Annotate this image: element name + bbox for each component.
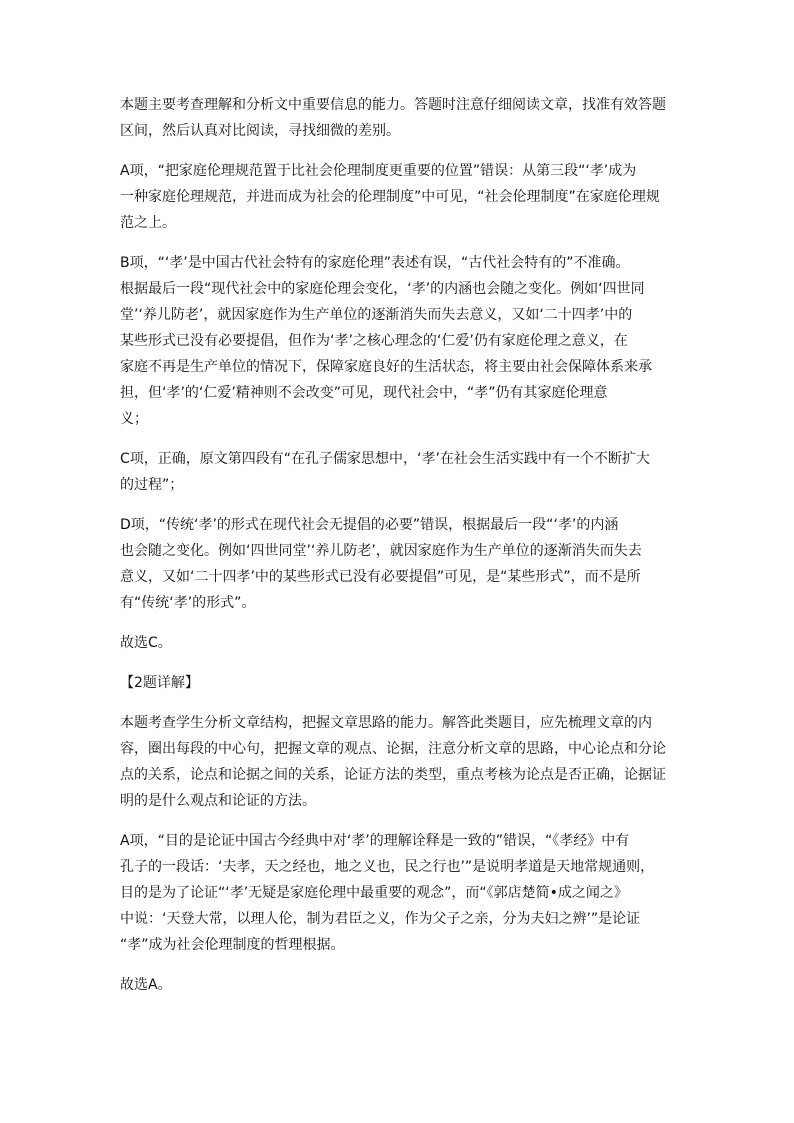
text-line: A项，“目的是论证中国古今经典中对‘孝’的理解诠释是一致的”错误，“《孝经》中有	[120, 833, 630, 849]
paragraph-option-b-1	[120, 250, 680, 432]
text-line: 有“传统‘孝’的形式”。	[120, 595, 256, 611]
paragraph-heading-2	[120, 670, 680, 696]
text-line: B项，“‘孝’是中国古代社会特有的家庭伦理”表述有误，“古代社会特有的”不准确。	[120, 255, 630, 271]
text-line: 目的是为了论证“‘孝’无疑是家庭伦理中最重要的观念”，而“《郭店楚简•成之闻之》	[120, 885, 628, 901]
document-body	[120, 92, 680, 1012]
text-line: 本题主要考查理解和分析文中重要信息的能力。答题时注意仔细阅读文章，找准有效答题	[120, 97, 666, 113]
paragraph-option-a-1	[120, 158, 680, 236]
text-line: 中说：‘天登大常，以理人伦，制为君臣之义，作为父子之亲，分为夫妇之辨’”是论证	[120, 911, 641, 927]
text-line: 本题考查学生分析文章结构，把握文章思路的能力。解答此类题目，应先梳理文章的内	[120, 715, 652, 731]
text-line: 区间，然后认真对比阅读，寻找细微的差别。	[120, 123, 400, 139]
text-line: D项，“传统‘孝’的形式在现代社会无提倡的必要”错误，根据最后一段“‘孝’的内涵	[120, 517, 619, 533]
text-line: A项，“把家庭伦理规范置于比社会伦理制度更重要的位置”错误：从第三段“‘孝’成为	[120, 163, 637, 179]
text-line: 意义，又如‘二十四孝’中的某些形式已没有必要提倡”可见，是“某些形式”，而不是所	[120, 569, 641, 585]
text-line: 也会随之变化。例如‘四世同堂’‘养儿防老’，就因家庭作为生产单位的逐渐消失而失去	[120, 543, 642, 559]
text-line: 孔子的一段话：‘夫孝，天之经也，地之义也，民之行也’”是说明孝道是天地常规通则，	[120, 859, 655, 875]
text-line: 担，但‘孝’的‘仁爱’精神则不会改变”可见，现代社会中，“孝”仍有其家庭伦理意	[120, 385, 608, 401]
text-line: 故选A。	[120, 977, 172, 993]
text-line: 义；	[120, 411, 148, 427]
paragraph-answer-1	[120, 630, 680, 656]
text-line: C项，正确，原文第四段有“在孔子儒家思想中，‘孝’在社会生活实践中有一个不断扩大	[120, 451, 650, 467]
paragraph-intro-2	[120, 710, 680, 814]
text-line: “孝”成为社会伦理制度的哲理根据。	[120, 937, 345, 953]
text-line: 故选C。	[120, 635, 172, 651]
text-line: 明的是什么观点和论证的方法。	[120, 793, 316, 809]
paragraph-option-a-2	[120, 828, 680, 958]
paragraph-answer-2	[120, 972, 680, 998]
text-line: 点的关系，论点和论据之间的关系，论证方法的类型，重点考核为论点是否正确，论据证	[120, 767, 666, 783]
text-line: 范之上。	[120, 215, 176, 231]
paragraph-intro-1	[120, 92, 680, 144]
text-line: 根据最后一段“现代社会中的家庭伦理会变化，‘孝’的内涵也会随之变化。例如‘四世同	[120, 281, 645, 297]
paragraph-option-c-1	[120, 446, 680, 498]
paragraph-option-d-1	[120, 512, 680, 616]
text-line: 一种家庭伦理规范，并进而成为社会的伦理制度”中可见，“社会伦理制度”在家庭伦理规	[120, 189, 660, 205]
text-line: 堂’‘养儿防老’，就因家庭作为生产单位的逐渐消失而失去意义，又如‘二十四孝’中的	[120, 307, 633, 323]
text-line: 的过程”；	[120, 477, 184, 493]
text-line: 家庭不再是生产单位的情况下，保障家庭良好的生活状态，将主要由社会保障体系来承	[120, 359, 652, 375]
text-line: 某些形式已没有必要提倡，但作为‘孝’之核心理念的‘仁爱’仍有家庭伦理之意义，在	[120, 333, 628, 349]
text-line: 【2题详解】	[120, 675, 199, 691]
text-line: 容，圈出每段的中心句，把握文章的观点、论据，注意分析文章的思路，中心论点和分论	[120, 741, 666, 757]
